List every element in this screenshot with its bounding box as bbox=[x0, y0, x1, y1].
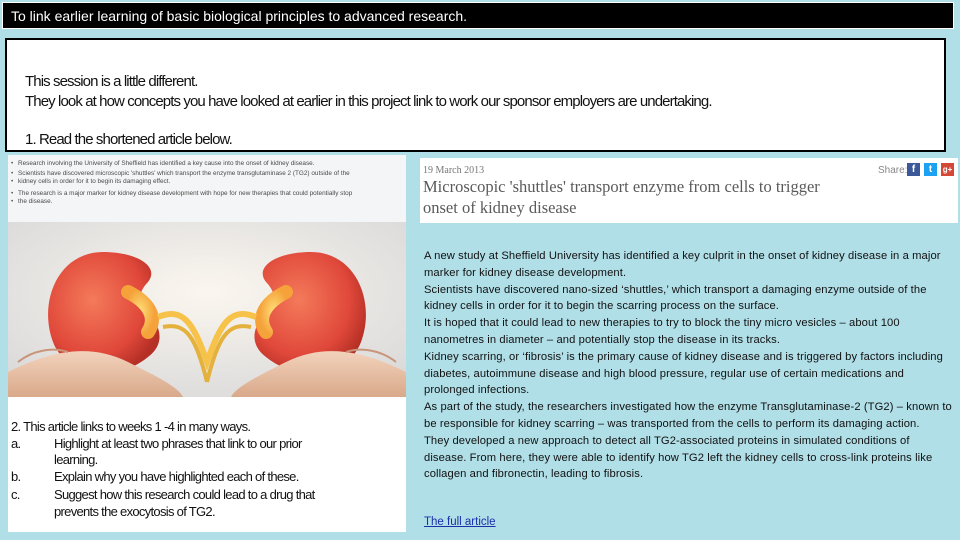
summary-bullet-continued: • the disease. bbox=[18, 198, 52, 206]
twitter-icon[interactable]: t bbox=[924, 163, 937, 176]
kidney-illustration bbox=[8, 222, 406, 397]
article-summary-bullets bbox=[8, 155, 406, 222]
article-headline: Microscopic 'shuttles' transport enzyme from cells to trigger bbox=[423, 177, 820, 196]
article-date: 19 March 2013 bbox=[423, 165, 485, 176]
article-paragraph: Kidney scarring, or ‘fibrosis’ is the primary cause of kidney disease and is triggered by factors including diabetes, autoimmune disease and high blood pressure, regular use of certain medications and prolonged infections. bbox=[424, 350, 943, 397]
task-marker-c: c. bbox=[11, 487, 20, 502]
article-body bbox=[424, 248, 954, 483]
facebook-icon[interactable]: f bbox=[907, 163, 920, 176]
title-bar bbox=[2, 2, 954, 29]
full-article-link[interactable]: The full article bbox=[424, 516, 496, 528]
instruction-line-1: This session is a little different. bbox=[25, 73, 198, 90]
article-headline-banner bbox=[420, 158, 958, 223]
summary-bullet: • Research involving the University of Sheffield has identified a key cause into the onset of kidney disease. bbox=[18, 160, 315, 168]
task-c-text: Suggest how this research could lead to a drug that bbox=[54, 487, 315, 502]
article-headline-continued: onset of kidney disease bbox=[423, 198, 577, 217]
task-marker-a: a. bbox=[11, 436, 21, 451]
task-marker-b: b. bbox=[11, 469, 21, 484]
article-paragraph: They developed a new approach to detect all TG2-associated proteins in simulated conditions of disease. From here, they were able to identify how TG2 left the kidney cells to cross-link proteins like collagen and fibronectin, leading to fibrosis. bbox=[424, 434, 933, 481]
task-a-text-continued: learning. bbox=[54, 452, 98, 467]
article-paragraph: Scientists have discovered nano-sized ‘shuttles,’ which transport a damaging enzyme outside of the kidney cells in order for it to begin the scarring process on the surface. bbox=[424, 283, 927, 313]
instructions-box bbox=[5, 38, 946, 152]
article-paragraph: It is hoped that it could lead to new therapies to try to block the tiny micro vesicles – about 100 nanometres in diameter – and potentially stop the disease in its tracks. bbox=[424, 317, 900, 346]
summary-bullet: • The research is a major marker for kidney disease development with hope for new therapies that could potentially stop bbox=[18, 190, 352, 198]
share-label: Share: bbox=[878, 165, 908, 176]
kidney-photo bbox=[8, 222, 406, 397]
instruction-line-2: They look at how concepts you have looked at earlier in this project link to work our sponsor employers are undertaking. bbox=[25, 93, 712, 110]
article-paragraph: A new study at Sheffield University has identified a key culprit in the onset of kidney disease in a major marker for kidney disease development. bbox=[424, 250, 941, 279]
article-paragraph: As part of the study, the researchers investigated how the enzyme Transglutaminase-2 (TG2) – known to be responsible for kidney scarring – was transported from the cells to perform its damaging action. bbox=[424, 401, 952, 430]
task-a-text: Highlight at least two phrases that link to our prior bbox=[54, 436, 302, 451]
task-intro: 2. This article links to weeks 1 -4 in many ways. bbox=[11, 419, 251, 434]
page-title: To link earlier learning of basic biological principles to advanced research. bbox=[11, 8, 468, 24]
instruction-line-3: 1. Read the shortened article below. bbox=[25, 131, 232, 148]
summary-bullet: • Scientists have discovered microscopic 'shuttles' which transport the enzyme transglutaminase 2 (TG2) outside of the bbox=[18, 170, 350, 178]
task-list bbox=[8, 397, 406, 532]
google-plus-icon[interactable]: g+ bbox=[942, 165, 953, 174]
task-b-text: Explain why you have highlighted each of these. bbox=[54, 469, 299, 484]
summary-bullet-continued: • kidney cells in order for it to begin its damaging effect. bbox=[18, 178, 170, 186]
task-c-text-continued: prevents the exocytosis of TG2. bbox=[54, 504, 215, 519]
